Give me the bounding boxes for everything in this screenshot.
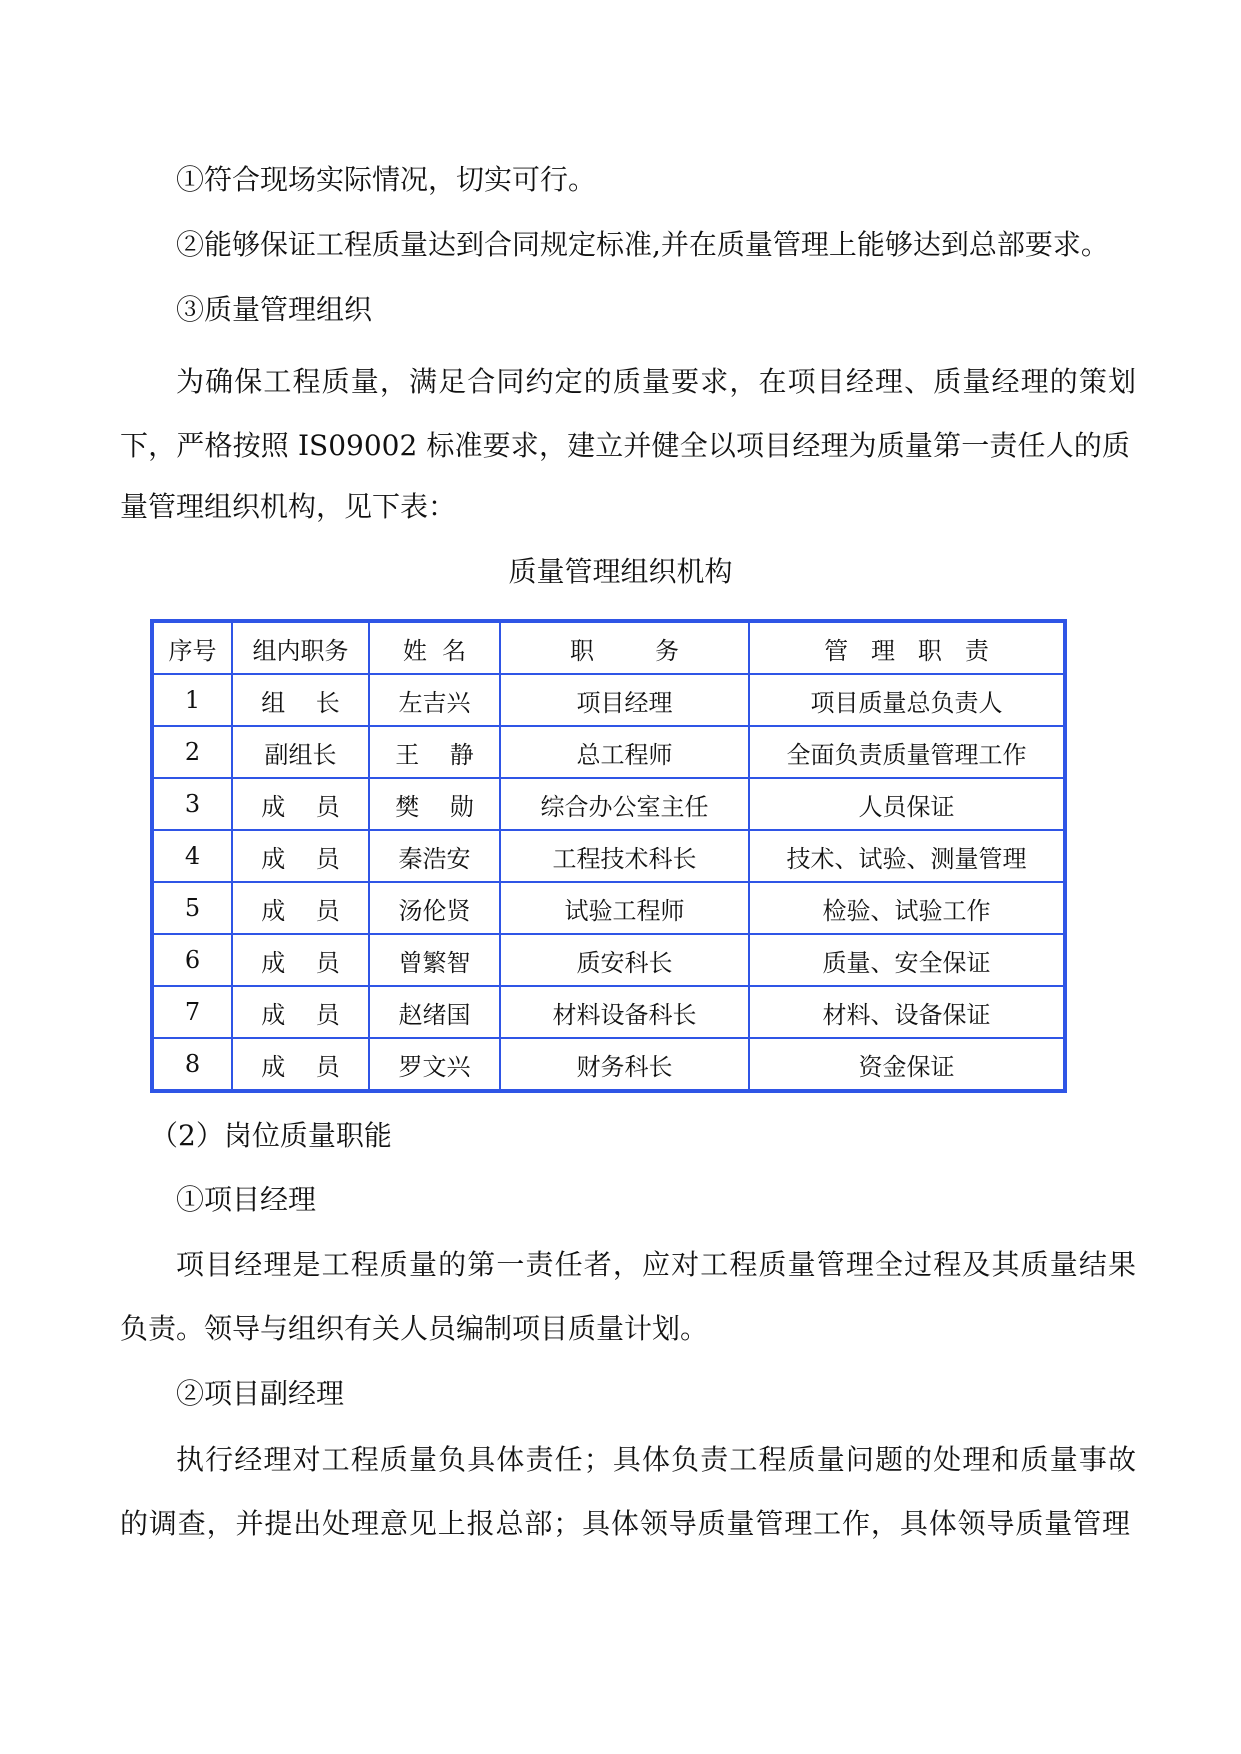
cell-responsibility: 技术、试验、测量管理	[749, 830, 1065, 882]
header-name: 姓 名	[369, 621, 500, 674]
cell-index: 2	[152, 726, 232, 778]
heading-quality-organization: ③质量管理组织	[176, 293, 373, 326]
organization-table	[150, 619, 1067, 1093]
cell-group-role: 成 员	[232, 986, 369, 1038]
table-row	[152, 882, 1065, 934]
table-row	[152, 726, 1065, 778]
cell-index: 5	[152, 882, 232, 934]
header-index: 序号	[152, 621, 232, 674]
header-position: 职 务	[500, 621, 749, 674]
cell-position: 质安科长	[500, 934, 749, 986]
cell-group-role: 组 长	[232, 674, 369, 726]
deputy-paragraph-line-1: 执行经理对工程质量负具体责任；具体负责工程质量问题的处理和质量事故	[176, 1443, 1136, 1476]
cell-position: 综合办公室主任	[500, 778, 749, 830]
cell-group-role: 副组长	[232, 726, 369, 778]
cell-group-role: 成 员	[232, 830, 369, 882]
header-responsibility: 管 理 职 责	[749, 621, 1065, 674]
paragraph-quality-standard: ②能够保证工程质量达到合同规定标准,并在质量管理上能够达到总部要求。	[176, 228, 1109, 261]
cell-name: 赵绪国	[369, 986, 500, 1038]
cell-group-role: 成 员	[232, 778, 369, 830]
pm-paragraph-line-2: 负责。领导与组织有关人员编制项目质量计划。	[120, 1312, 709, 1345]
table-caption: 质量管理组织机构	[508, 555, 733, 588]
cell-responsibility: 质量、安全保证	[749, 934, 1065, 986]
cell-position: 试验工程师	[500, 882, 749, 934]
cell-name: 左吉兴	[369, 674, 500, 726]
cell-index: 7	[152, 986, 232, 1038]
cell-responsibility: 材料、设备保证	[749, 986, 1065, 1038]
cell-position: 财务科长	[500, 1038, 749, 1091]
sub-heading-project-manager: ①项目经理	[176, 1183, 317, 1216]
cell-responsibility: 全面负责质量管理工作	[749, 726, 1065, 778]
section-heading-post-functions: （2）岗位质量职能	[150, 1119, 392, 1152]
cell-position: 工程技术科长	[500, 830, 749, 882]
cell-responsibility: 项目质量总负责人	[749, 674, 1065, 726]
cell-index: 6	[152, 934, 232, 986]
cell-index: 3	[152, 778, 232, 830]
intro-line-2: 下，严格按照 IS09002 标准要求，建立并健全以项目经理为质量第一责任人的质	[120, 429, 1130, 462]
cell-position: 项目经理	[500, 674, 749, 726]
cell-responsibility: 资金保证	[749, 1038, 1065, 1091]
paragraph-conformity: ①符合现场实际情况，切实可行。	[176, 163, 597, 196]
cell-name: 曾繁智	[369, 934, 500, 986]
table-row	[152, 778, 1065, 830]
cell-name: 樊 勋	[369, 778, 500, 830]
deputy-paragraph-line-2: 的调查，并提出处理意见上报总部；具体领导质量管理工作，具体领导质量管理	[120, 1507, 1130, 1540]
cell-index: 1	[152, 674, 232, 726]
cell-group-role: 成 员	[232, 1038, 369, 1091]
cell-position: 材料设备科长	[500, 986, 749, 1038]
sub-heading-deputy-manager: ②项目副经理	[176, 1377, 345, 1410]
cell-name: 汤伦贤	[369, 882, 500, 934]
cell-name: 秦浩安	[369, 830, 500, 882]
table-row	[152, 674, 1065, 726]
table-row	[152, 986, 1065, 1038]
cell-responsibility: 检验、试验工作	[749, 882, 1065, 934]
cell-name: 罗文兴	[369, 1038, 500, 1091]
cell-group-role: 成 员	[232, 882, 369, 934]
cell-responsibility: 人员保证	[749, 778, 1065, 830]
cell-name: 王 静	[369, 726, 500, 778]
table-row	[152, 1038, 1065, 1091]
pm-paragraph-line-1: 项目经理是工程质量的第一责任者，应对工程质量管理全过程及其质量结果	[176, 1248, 1136, 1281]
intro-line-3: 量管理组织机构，见下表：	[120, 490, 457, 523]
table-row	[152, 934, 1065, 986]
header-group-role: 组内职务	[232, 621, 369, 674]
cell-group-role: 成 员	[232, 934, 369, 986]
table-header-row	[152, 621, 1065, 674]
intro-line-1: 为确保工程质量，满足合同约定的质量要求，在项目经理、质量经理的策划	[176, 365, 1136, 398]
cell-position: 总工程师	[500, 726, 749, 778]
cell-index: 8	[152, 1038, 232, 1091]
cell-index: 4	[152, 830, 232, 882]
table-row	[152, 830, 1065, 882]
